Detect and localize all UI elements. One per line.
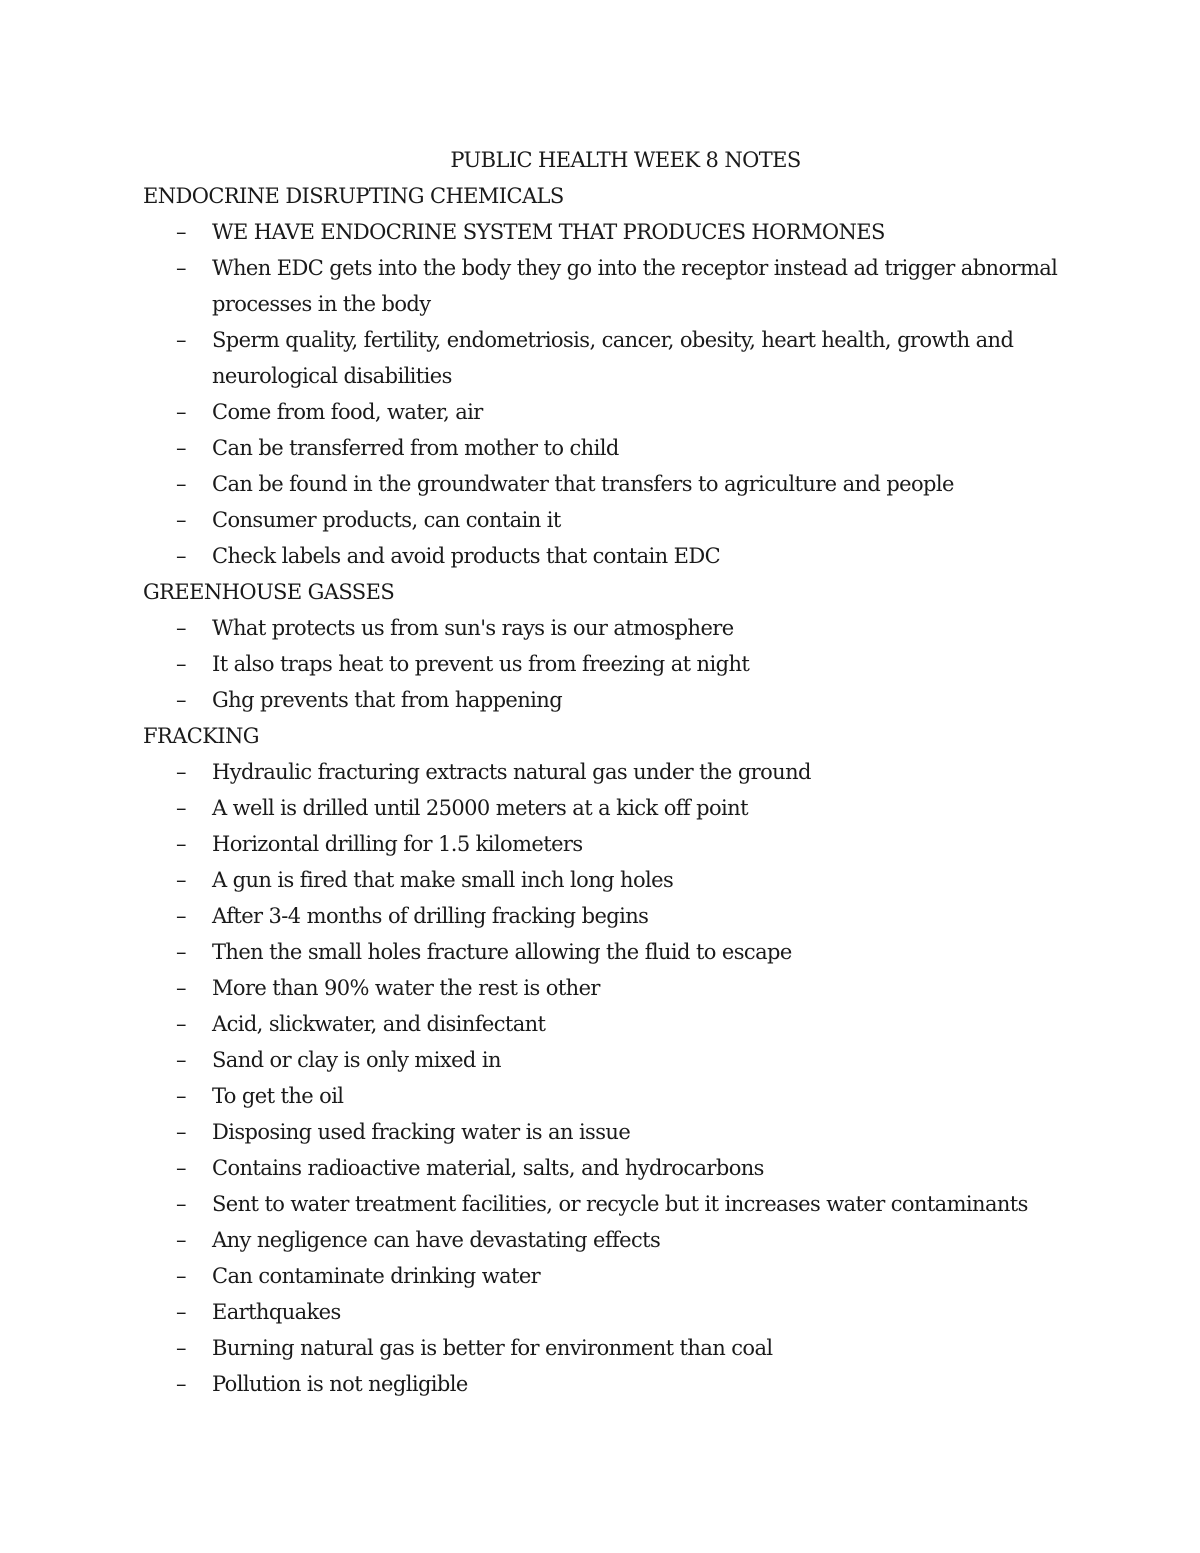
list-item-text: It also traps heat to prevent us from freezing at night	[212, 652, 750, 676]
list-item-text: Burning natural gas is better for environment than coal	[212, 1336, 773, 1360]
section-heading: ENDOCRINE DISRUPTING CHEMICALS	[143, 184, 564, 208]
dash-bullet-icon: –	[176, 1156, 186, 1180]
dash-bullet-icon: –	[176, 1120, 186, 1144]
list-item	[143, 1006, 1078, 1042]
dash-bullet-icon: –	[176, 220, 186, 244]
list-item	[143, 214, 1078, 250]
list-item	[143, 610, 1078, 646]
dash-bullet-icon: –	[176, 544, 186, 568]
document-body	[143, 142, 1078, 1402]
dash-bullet-icon: –	[176, 256, 186, 280]
list-item	[143, 970, 1078, 1006]
list-item	[143, 682, 1078, 718]
list-item-text: What protects us from sun's rays is our atmosphere	[212, 616, 734, 640]
dash-bullet-icon: –	[176, 652, 186, 676]
dash-bullet-icon: –	[176, 832, 186, 856]
list-item-text: Sperm quality, fertility, endometriosis, cancer, obesity, heart health, growth and neurological disabilities	[212, 328, 1014, 388]
list-item	[143, 1042, 1078, 1078]
list-item	[143, 646, 1078, 682]
dash-bullet-icon: –	[176, 472, 186, 496]
list-item-text: Can be found in the groundwater that transfers to agriculture and people	[212, 472, 954, 496]
list-item	[143, 1366, 1078, 1402]
list-item-text: Acid, slickwater, and disinfectant	[212, 1012, 546, 1036]
dash-bullet-icon: –	[176, 1372, 186, 1396]
bullet-list	[143, 754, 1078, 1402]
dash-bullet-icon: –	[176, 1048, 186, 1072]
bullet-list	[143, 610, 1078, 718]
dash-bullet-icon: –	[176, 1192, 186, 1216]
list-item	[143, 466, 1078, 502]
list-item	[143, 934, 1078, 970]
list-item	[143, 1114, 1078, 1150]
list-item-text: Can contaminate drinking water	[212, 1264, 541, 1288]
section-heading: GREENHOUSE GASSES	[143, 580, 395, 604]
list-item-text: Disposing used fracking water is an issue	[212, 1120, 631, 1144]
dash-bullet-icon: –	[176, 1012, 186, 1036]
list-item-text: A well is drilled until 25000 meters at a kick off point	[212, 796, 748, 820]
list-item	[143, 790, 1078, 826]
list-item-text: Pollution is not negligible	[212, 1372, 468, 1396]
dash-bullet-icon: –	[176, 436, 186, 460]
dash-bullet-icon: –	[176, 904, 186, 928]
list-item	[143, 250, 1078, 322]
section	[143, 178, 1078, 574]
list-item-text: After 3-4 months of drilling fracking begins	[212, 904, 649, 928]
list-item	[143, 1186, 1078, 1222]
list-item	[143, 754, 1078, 790]
list-item-text: When EDC gets into the body they go into the receptor instead ad trigger abnormal processes in the body	[212, 256, 1058, 316]
dash-bullet-icon: –	[176, 616, 186, 640]
list-item	[143, 538, 1078, 574]
dash-bullet-icon: –	[176, 508, 186, 532]
list-item	[143, 322, 1078, 394]
list-item-text: Ghg prevents that from happening	[212, 688, 563, 712]
dash-bullet-icon: –	[176, 1336, 186, 1360]
sections-container	[143, 178, 1078, 1402]
list-item-text: Horizontal drilling for 1.5 kilometers	[212, 832, 583, 856]
list-item-text: Any negligence can have devastating effects	[212, 1228, 661, 1252]
list-item	[143, 826, 1078, 862]
list-item-text: Come from food, water, air	[212, 400, 483, 424]
dash-bullet-icon: –	[176, 1084, 186, 1108]
list-item	[143, 1222, 1078, 1258]
section	[143, 574, 1078, 718]
bullet-list	[143, 214, 1078, 574]
dash-bullet-icon: –	[176, 1300, 186, 1324]
dash-bullet-icon: –	[176, 868, 186, 892]
list-item-text: To get the oil	[212, 1084, 344, 1108]
list-item	[143, 502, 1078, 538]
list-item-text: Can be transferred from mother to child	[212, 436, 619, 460]
list-item-text: Check labels and avoid products that contain EDC	[212, 544, 721, 568]
list-item	[143, 394, 1078, 430]
section	[143, 718, 1078, 1402]
section-heading: FRACKING	[143, 724, 259, 748]
list-item-text: Hydraulic fracturing extracts natural gas under the ground	[212, 760, 811, 784]
dash-bullet-icon: –	[176, 1228, 186, 1252]
list-item	[143, 1150, 1078, 1186]
list-item-text: Sand or clay is only mixed in	[212, 1048, 501, 1072]
dash-bullet-icon: –	[176, 400, 186, 424]
dash-bullet-icon: –	[176, 940, 186, 964]
dash-bullet-icon: –	[176, 976, 186, 1000]
dash-bullet-icon: –	[176, 796, 186, 820]
list-item	[143, 430, 1078, 466]
list-item-text: Then the small holes fracture allowing the fluid to escape	[212, 940, 792, 964]
list-item-text: Consumer products, can contain it	[212, 508, 561, 532]
list-item	[143, 1258, 1078, 1294]
list-item	[143, 1294, 1078, 1330]
dash-bullet-icon: –	[176, 760, 186, 784]
list-item-text: Contains radioactive material, salts, and hydrocarbons	[212, 1156, 764, 1180]
list-item-text: More than 90% water the rest is other	[212, 976, 600, 1000]
list-item	[143, 1078, 1078, 1114]
list-item-text: Earthquakes	[212, 1300, 341, 1324]
document-title: PUBLIC HEALTH WEEK 8 NOTES	[450, 148, 801, 172]
dash-bullet-icon: –	[176, 1264, 186, 1288]
dash-bullet-icon: –	[176, 328, 186, 352]
list-item-text: A gun is fired that make small inch long holes	[212, 868, 674, 892]
list-item-text: WE HAVE ENDOCRINE SYSTEM THAT PRODUCES HORMONES	[212, 220, 885, 244]
list-item	[143, 898, 1078, 934]
dash-bullet-icon: –	[176, 688, 186, 712]
list-item-text: Sent to water treatment facilities, or recycle but it increases water contaminants	[212, 1192, 1028, 1216]
list-item	[143, 862, 1078, 898]
list-item	[143, 1330, 1078, 1366]
